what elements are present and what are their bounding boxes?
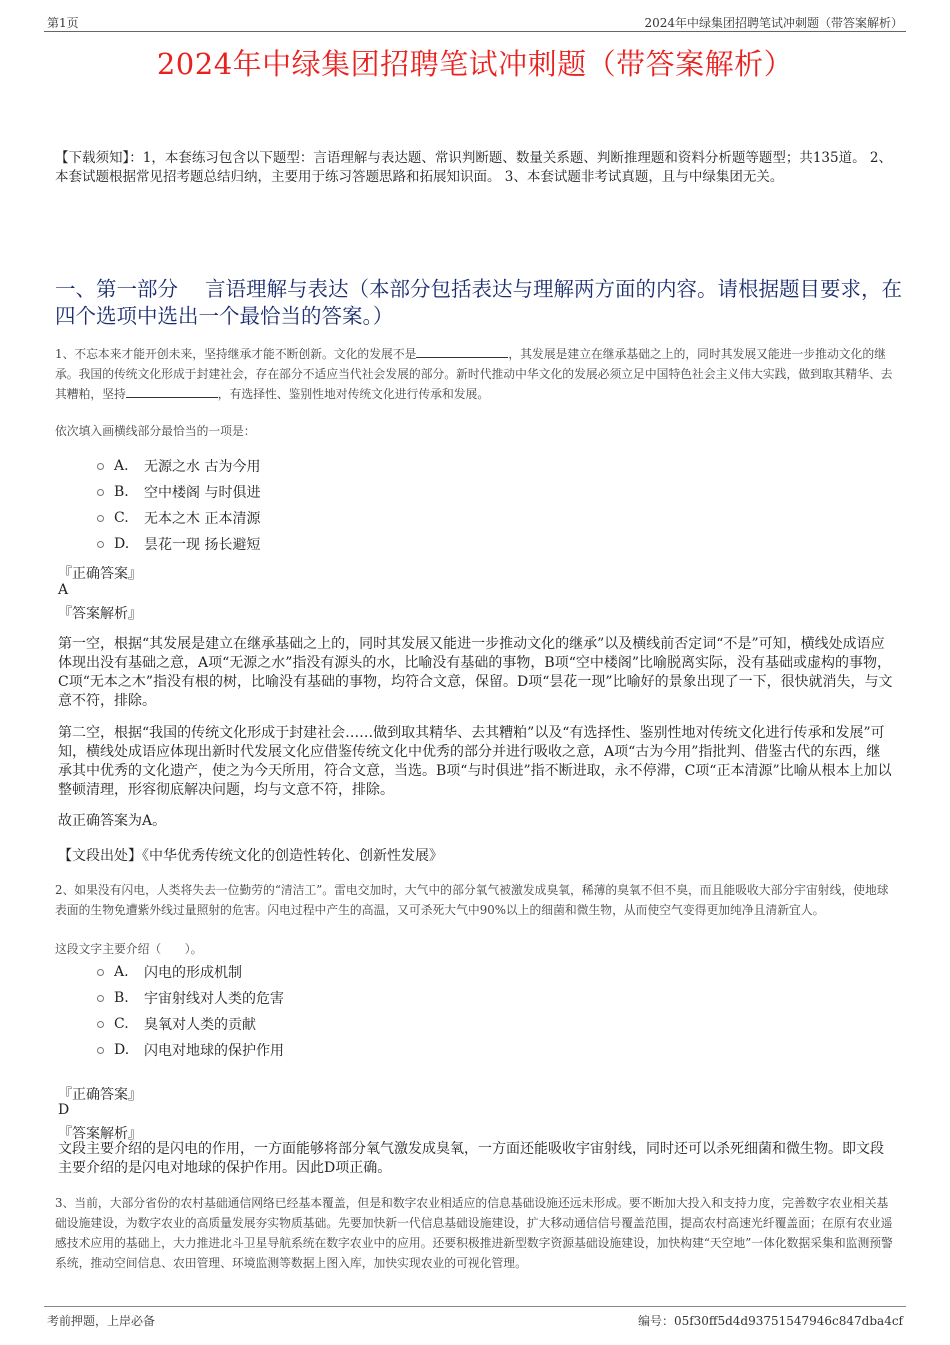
analysis-label: 『答案解析』 — [58, 1126, 142, 1142]
header-divider — [44, 31, 906, 32]
question-1-prompt: 依次填入画横线部分最恰当的一项是： — [55, 424, 256, 438]
header-doc-title: 2024年中绿集团招聘笔试冲刺题（带答案解析） — [644, 16, 903, 30]
question-2-option-b[interactable] — [97, 988, 284, 1008]
analysis-label: 『答案解析』 — [58, 606, 142, 622]
radio-button-icon[interactable] — [97, 1021, 104, 1028]
option-text: 臭氧对人类的贡献 — [144, 1017, 256, 1033]
question-1-stem — [55, 344, 895, 404]
analysis-paragraph: 文段主要介绍的是闪电的作用，一方面能够将部分氧气激发成臭氧，一方面还能吸收宇宙射线，同时还可以杀死细菌和微生物。即文段主要介绍的是闪电对地球的保护作用。因此D项正确。 — [58, 1141, 884, 1176]
question-2-option-d[interactable] — [97, 1040, 284, 1060]
option-text: 无本之木 正本清源 — [144, 511, 261, 527]
fill-blank-1 — [416, 345, 508, 358]
option-text: 昙花一现 扬长避短 — [144, 537, 261, 553]
option-letter: B. — [114, 484, 129, 500]
radio-button-icon[interactable] — [97, 463, 104, 470]
radio-button-icon[interactable] — [97, 489, 104, 496]
option-letter: D. — [114, 1042, 130, 1058]
footer-divider — [44, 1306, 906, 1307]
radio-button-icon[interactable] — [97, 995, 104, 1002]
radio-button-icon[interactable] — [97, 1047, 104, 1054]
correct-answer-value: D — [58, 1102, 70, 1118]
question-1-option-c[interactable] — [97, 508, 260, 528]
option-text: 空中楼阁 与时俱进 — [144, 485, 261, 501]
option-letter: C. — [114, 510, 129, 526]
correct-answer-value: A — [58, 582, 69, 598]
question-1-stem-part-a: 1、不忘本来才能开创未来，坚持继承才能不断创新。文化的发展不是 — [55, 347, 417, 361]
radio-button-icon[interactable] — [97, 515, 104, 522]
analysis-paragraph-1: 第一空，根据“其发展是建立在继承基础之上的，同时其发展又能进一步推动文化的继承”以及横线前否定词“不是”可知，横线处成语应体现出没有基础之意，A项“无源之水”指没有源头的水，比喻没有基础的事物，B项“空中楼阁”比喻脱离实际，没有基础或虚构的事物，C项“无本之木”指没有根的树，比喻没有基础的事物，均符合文意，保留。D项“昙花一现”比喻好的景象出现了一下，很快就消失，与文意不符，排除。 — [58, 636, 893, 709]
question-1-stem-part-b: ，其发展是建立在继承基础之上的，同时其发展又能进一步推动文化的继承。我国的传统文化形成于封建社会，存在部分不适应当代社会发展的部分。新时代推动中华文化的发展必须立足中国特色社会主义伟大实践，做到取其精华、去其糟粕，坚持 — [55, 347, 893, 401]
question-3-stem: 3、当前，大部分省份的农村基础通信网络已经基本覆盖，但是和数字农业相适应的信息基础设施还远未形成。要不断加大投入和支持力度，完善数字农业相关基础设施建设，为数字农业的高质量发展夯实物质基础。先要加快新一代信息基础设施建设，扩大移动通信信号覆盖范围，提高农村高速光纤覆盖面；在原有农业遥感技术应用的基础上，大力推进北斗卫星导航系统在数字农业中的应用。还要积极推进新型数字资源基础设施建设，加快构建“天空地”一体化数据采集和监测预警系统，推动空间信息、农田管理、环境监测等数据上图入库，加快实现农业的可视化管理。 — [55, 1196, 893, 1270]
section-title: 一、第一部分 言语理解与表达（本部分包括表达与理解两方面的内容。请根据题目要求，在四个选项中选出一个最恰当的答案。） — [55, 277, 903, 328]
option-text: 闪电对地球的保护作用 — [144, 1043, 284, 1059]
radio-button-icon[interactable] — [97, 969, 104, 976]
question-2-prompt: 这段文字主要介绍（ ）。 — [55, 942, 203, 956]
analysis-paragraph-2: 第二空，根据“我国的传统文化形成于封建社会……做到取其精华、去其糟粕”以及“有选择性、鉴别性地对传统文化进行传承和发展”可知，横线处成语应体现出新时代发展文化应借鉴传统文化中优秀的部分并进行吸收之意，A项“古为今用”指批判、借鉴古代的东西，继承其中优秀的文化遗产，使之为今天所用，符合文意，当选。B项“与时俱进”指不断进取，永不停滞，C项“正本清源”比喻从根本上加以整顿清理，形容彻底解决问题，均与文意不符，排除。 — [58, 725, 892, 798]
question-2-option-a[interactable] — [97, 962, 242, 982]
question-1-option-a[interactable] — [97, 456, 260, 476]
radio-button-icon[interactable] — [97, 541, 104, 548]
analysis-conclusion: 故正确答案为A。 — [58, 813, 167, 829]
page-number: 第1页 — [47, 16, 79, 30]
option-letter: A. — [114, 458, 129, 474]
option-letter: C. — [114, 1016, 129, 1032]
option-text: 宇宙射线对人类的危害 — [144, 991, 284, 1007]
fill-blank-2 — [126, 385, 218, 398]
question-2-option-c[interactable] — [97, 1014, 256, 1034]
download-notice: 【下载须知】：1，本套练习包含以下题型：言语理解与表达题、常识判断题、数量关系题、判断推理题和资料分析题等题型；共135道。 2、本套试题根据常见招考题总结归纳，主要用于练习答题思路和拓展知识面。 3、本套试题非考试真题，且与中绿集团无关。 — [55, 150, 892, 185]
source-citation: 【文段出处】《中华优秀传统文化的创造性转化、创新性发展》 — [58, 848, 443, 864]
page-title: 2024年中绿集团招聘笔试冲刺题（带答案解析） — [156, 47, 794, 81]
option-letter: D. — [114, 536, 130, 552]
question-2-stem: 2、如果没有闪电，人类将失去一位勤劳的“清洁工”。雷电交加时，大气中的部分氧气被激发成臭氧，稀薄的臭氧不但不臭，而且能吸收大部分宇宙射线，使地球表面的生物免遭紫外线过量照射的危害。闪电过程中产生的高温，又可杀死大气中90%以上的细菌和微生物，从而使空气变得更加纯净且清新宜人。 — [55, 883, 889, 917]
question-1-stem-part-c: ，有选择性、鉴别性地对传统文化进行传承和发展。 — [217, 387, 490, 401]
footer-slogan: 考前押题，上岸必备 — [47, 1314, 156, 1328]
option-text: 无源之水 古为今用 — [144, 459, 261, 475]
question-1-option-d[interactable] — [97, 534, 260, 554]
option-letter: A. — [114, 964, 129, 980]
document-id: 编号：05f30ff5d4d93751547946c847dba4cf — [637, 1314, 903, 1328]
option-text: 闪电的形成机制 — [144, 965, 242, 981]
correct-answer-label: 『正确答案』 — [58, 566, 142, 582]
question-1-option-b[interactable] — [97, 482, 260, 502]
option-letter: B. — [114, 990, 129, 1006]
correct-answer-label: 『正确答案』 — [58, 1087, 142, 1103]
